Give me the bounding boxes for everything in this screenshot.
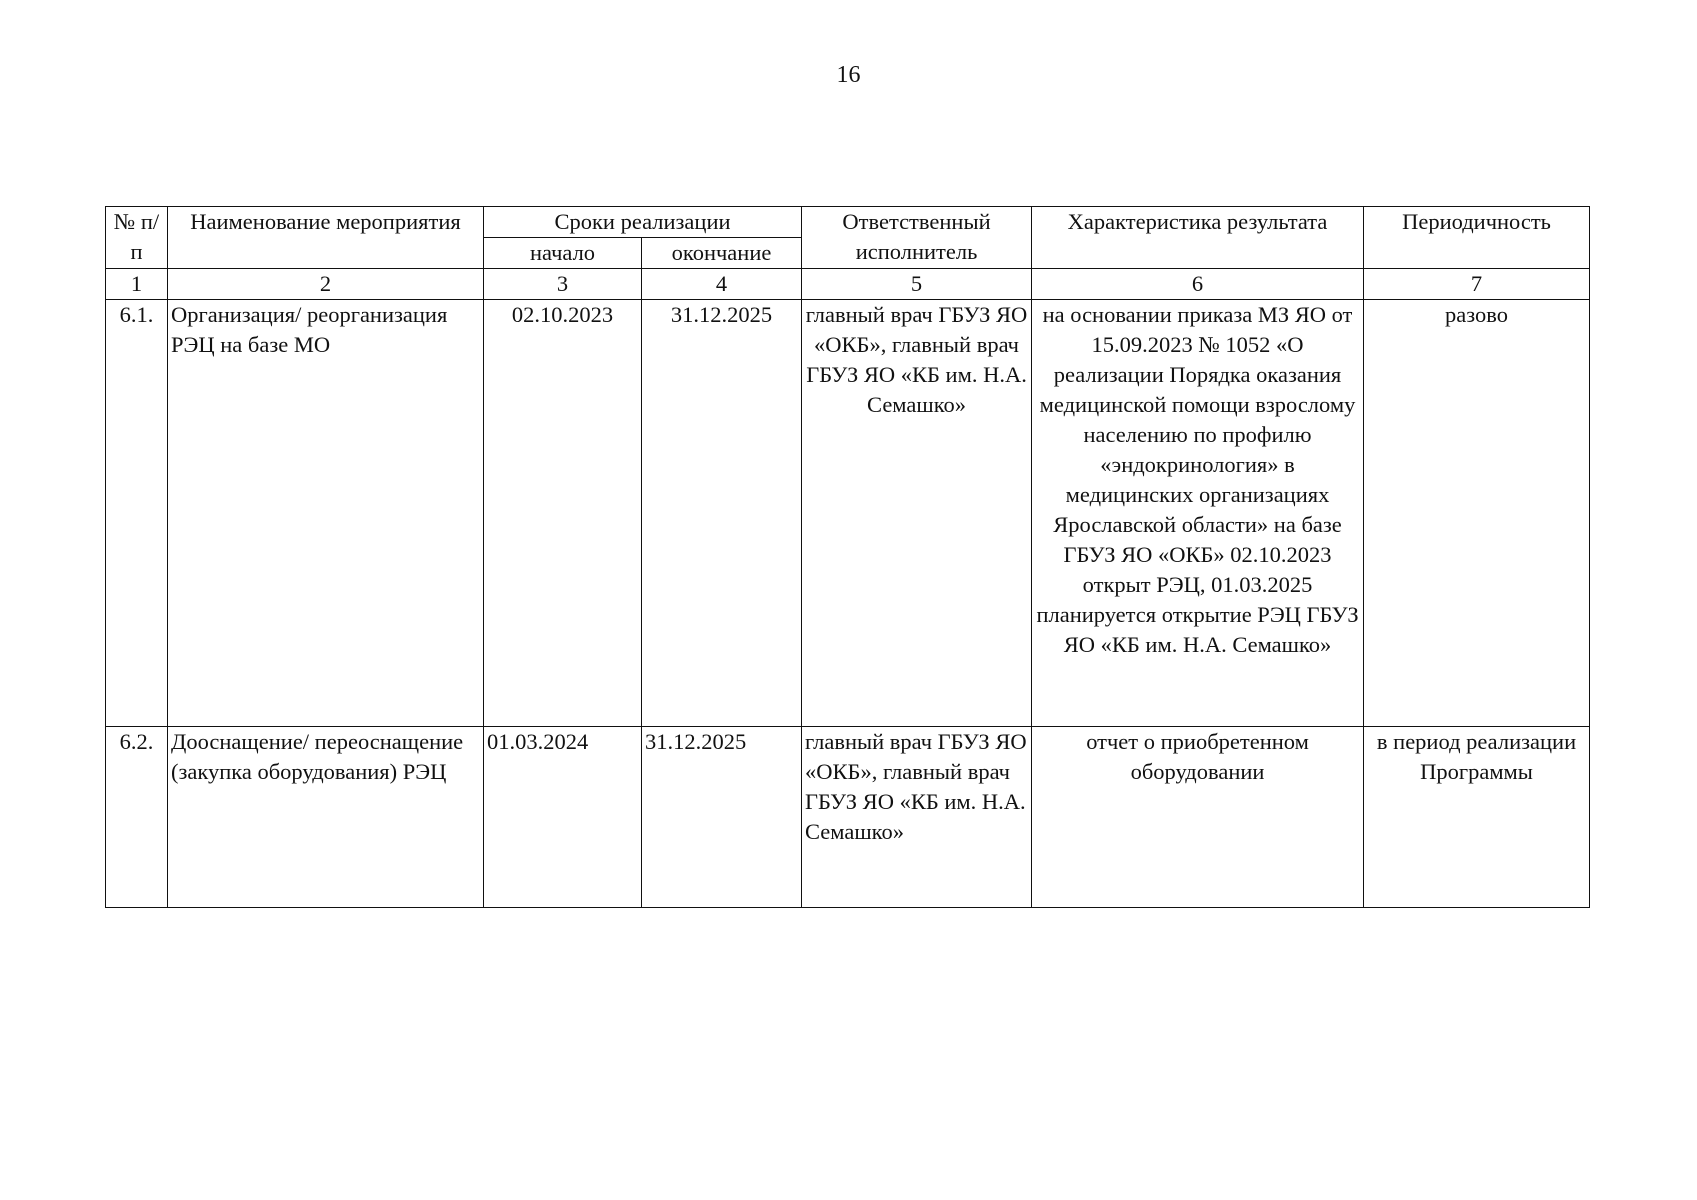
row-end: 31.12.2025 [642,300,802,727]
header-name: Наименование мероприятия [168,207,484,269]
row-end: 31.12.2025 [642,727,802,908]
header-result: Характеристика результата [1032,207,1364,269]
table-row [106,727,1590,908]
column-number: 3 [484,269,642,300]
row-num: 6.1. [106,300,168,727]
row-num: 6.2. [106,727,168,908]
column-number-row [106,269,1590,300]
column-number: 2 [168,269,484,300]
row-start: 02.10.2023 [484,300,642,727]
page-number: 16 [836,62,861,88]
row-name: Дооснащение/ переоснащение (закупка оборудования) РЭЦ [168,727,484,908]
column-number: 1 [106,269,168,300]
row-name: Организация/ реорганизация РЭЦ на базе МО [168,300,484,727]
header-responsible: Ответственный исполнитель [802,207,1032,269]
column-number: 6 [1032,269,1364,300]
header-start: начало [484,238,642,269]
row-periodicity: в период реализации Программы [1364,727,1590,908]
row-result: на основании приказа МЗ ЯО от 15.09.2023 № 1052 «О реализации Порядка оказания медицинской помощи взрослому населению по профилю «эндокринология» в медицинских организациях Ярославской области» на базе ГБУЗ ЯО «ОКБ» 02.10.2023 открыт РЭЦ, 01.03.2025 планируется открытие РЭЦ ГБУЗ ЯО «КБ им. Н.А. Семашко» [1032,300,1364,727]
column-number: 7 [1364,269,1590,300]
table-row [106,300,1590,727]
row-periodicity: разово [1364,300,1590,727]
header-end: окончание [642,238,802,269]
column-number: 5 [802,269,1032,300]
header-periodicity: Периодичность [1364,207,1590,269]
column-number: 4 [642,269,802,300]
row-responsible: главный врач ГБУЗ ЯО «ОКБ», главный врач ГБУЗ ЯО «КБ им. Н.А. Семашко» [802,727,1032,908]
header-num: № п/п [106,207,168,269]
header-terms: Сроки реализации [484,207,802,238]
row-start: 01.03.2024 [484,727,642,908]
row-responsible: главный врач ГБУЗ ЯО «ОКБ», главный врач ГБУЗ ЯО «КБ им. Н.А. Семашко» [802,300,1032,727]
activities-table [105,206,1590,908]
header-row [106,207,1590,238]
row-result: отчет о приобретенном оборудовании [1032,727,1364,908]
